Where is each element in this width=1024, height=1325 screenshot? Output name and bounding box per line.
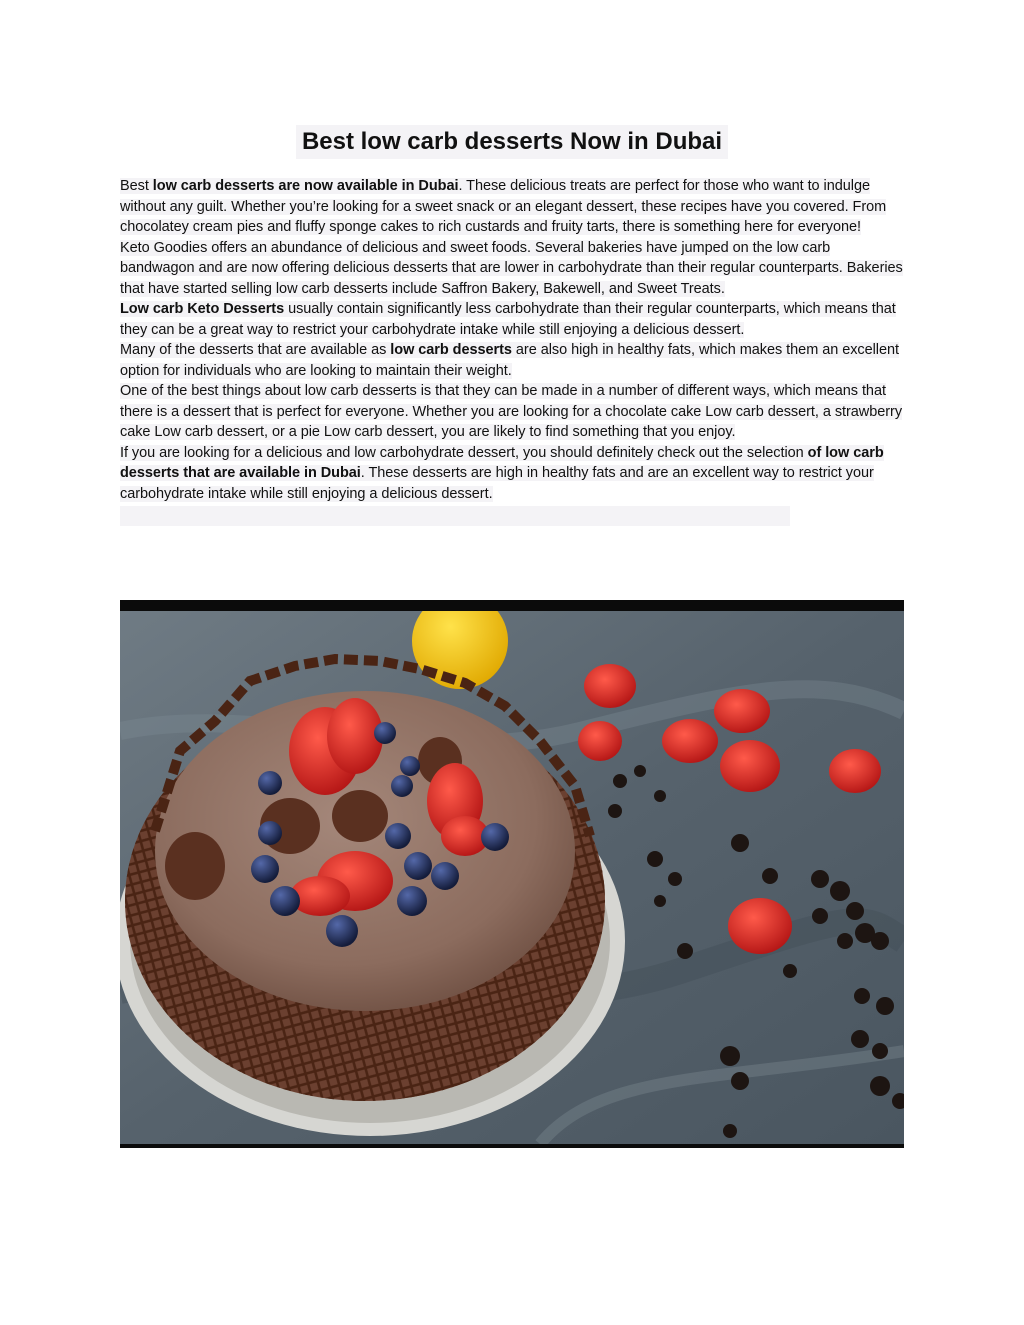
paragraph-conclusion-rest: . These desserts are high in healthy fats and are an excellent way to restrict your carbohydrate intake while still enjoying a delicious dessert. (120, 465, 874, 502)
page-title (120, 120, 904, 159)
paragraph-keto (120, 299, 904, 340)
paragraph-fats (120, 340, 904, 381)
paragraph-conclusion-lead: If you are looking for a delicious and low carbohydrate dessert, you should definitely check out the selection (120, 444, 808, 461)
paragraph-conclusion (120, 443, 904, 505)
paragraph-bakeries (120, 238, 904, 300)
paragraph-fats-bold: low carb desserts (390, 342, 512, 358)
cake-illustration (120, 611, 904, 1144)
paragraph-conclusion-bold: of low carb desserts that are available in Dubai (120, 444, 884, 481)
paragraph-fats-lead: Many of the desserts that are available as (120, 342, 391, 358)
paragraph-intro-bold: low carb desserts are now available in Dubai (152, 178, 459, 194)
paragraph-intro-rest: . These delicious treats are perfect for those who want to indulge without any guilt. Whether you’re looking for a sweet snack or an elegant dessert, these recipes have you covered. From chocolatey cream pies and fluffy sponge cakes to rich custards and fruity tarts, there is something here for everyone! (120, 178, 887, 235)
paragraph-fats-rest: are also high in healthy fats, which makes them an excellent option for individuals who are looking to maintain their weight. (120, 342, 899, 379)
page-title-text: Best low carb desserts Now in Dubai (296, 125, 728, 159)
cake-photo (120, 600, 904, 1148)
paragraph-variety (120, 381, 904, 443)
empty-highlighted-line (120, 506, 790, 526)
paragraph-variety-text: One of the best things about low carb desserts is that they can be made in a number of different ways, which means that there is a dessert that is perfect for everyone. Whether you are looking for a chocolate cake Low carb dessert, a strawberry cake Low carb dessert, or a pie Low carb dessert, you are likely to find something that you enjoy. (120, 383, 903, 440)
paragraph-keto-rest: usually contain significantly less carbohydrate than their regular counterparts, which means that they can be a great way to restrict your carbohydrate intake while still enjoying a delicious dessert. (120, 301, 896, 338)
article-body (120, 176, 904, 526)
paragraph-bakeries-text: Keto Goodies offers an abundance of delicious and sweet foods. Several bakeries have jumped on the low carb bandwagon and are now offering delicious desserts that are lower in carbohydrate than their regular counterparts. Bakeries that have started selling low carb desserts include Saffron Bakery, Bakewell, and Sweet Treats. (120, 239, 903, 297)
paragraph-intro-lead: Best (120, 178, 153, 194)
paragraph-intro (120, 176, 904, 238)
paragraph-keto-bold: Low carb Keto Desserts (120, 301, 285, 317)
